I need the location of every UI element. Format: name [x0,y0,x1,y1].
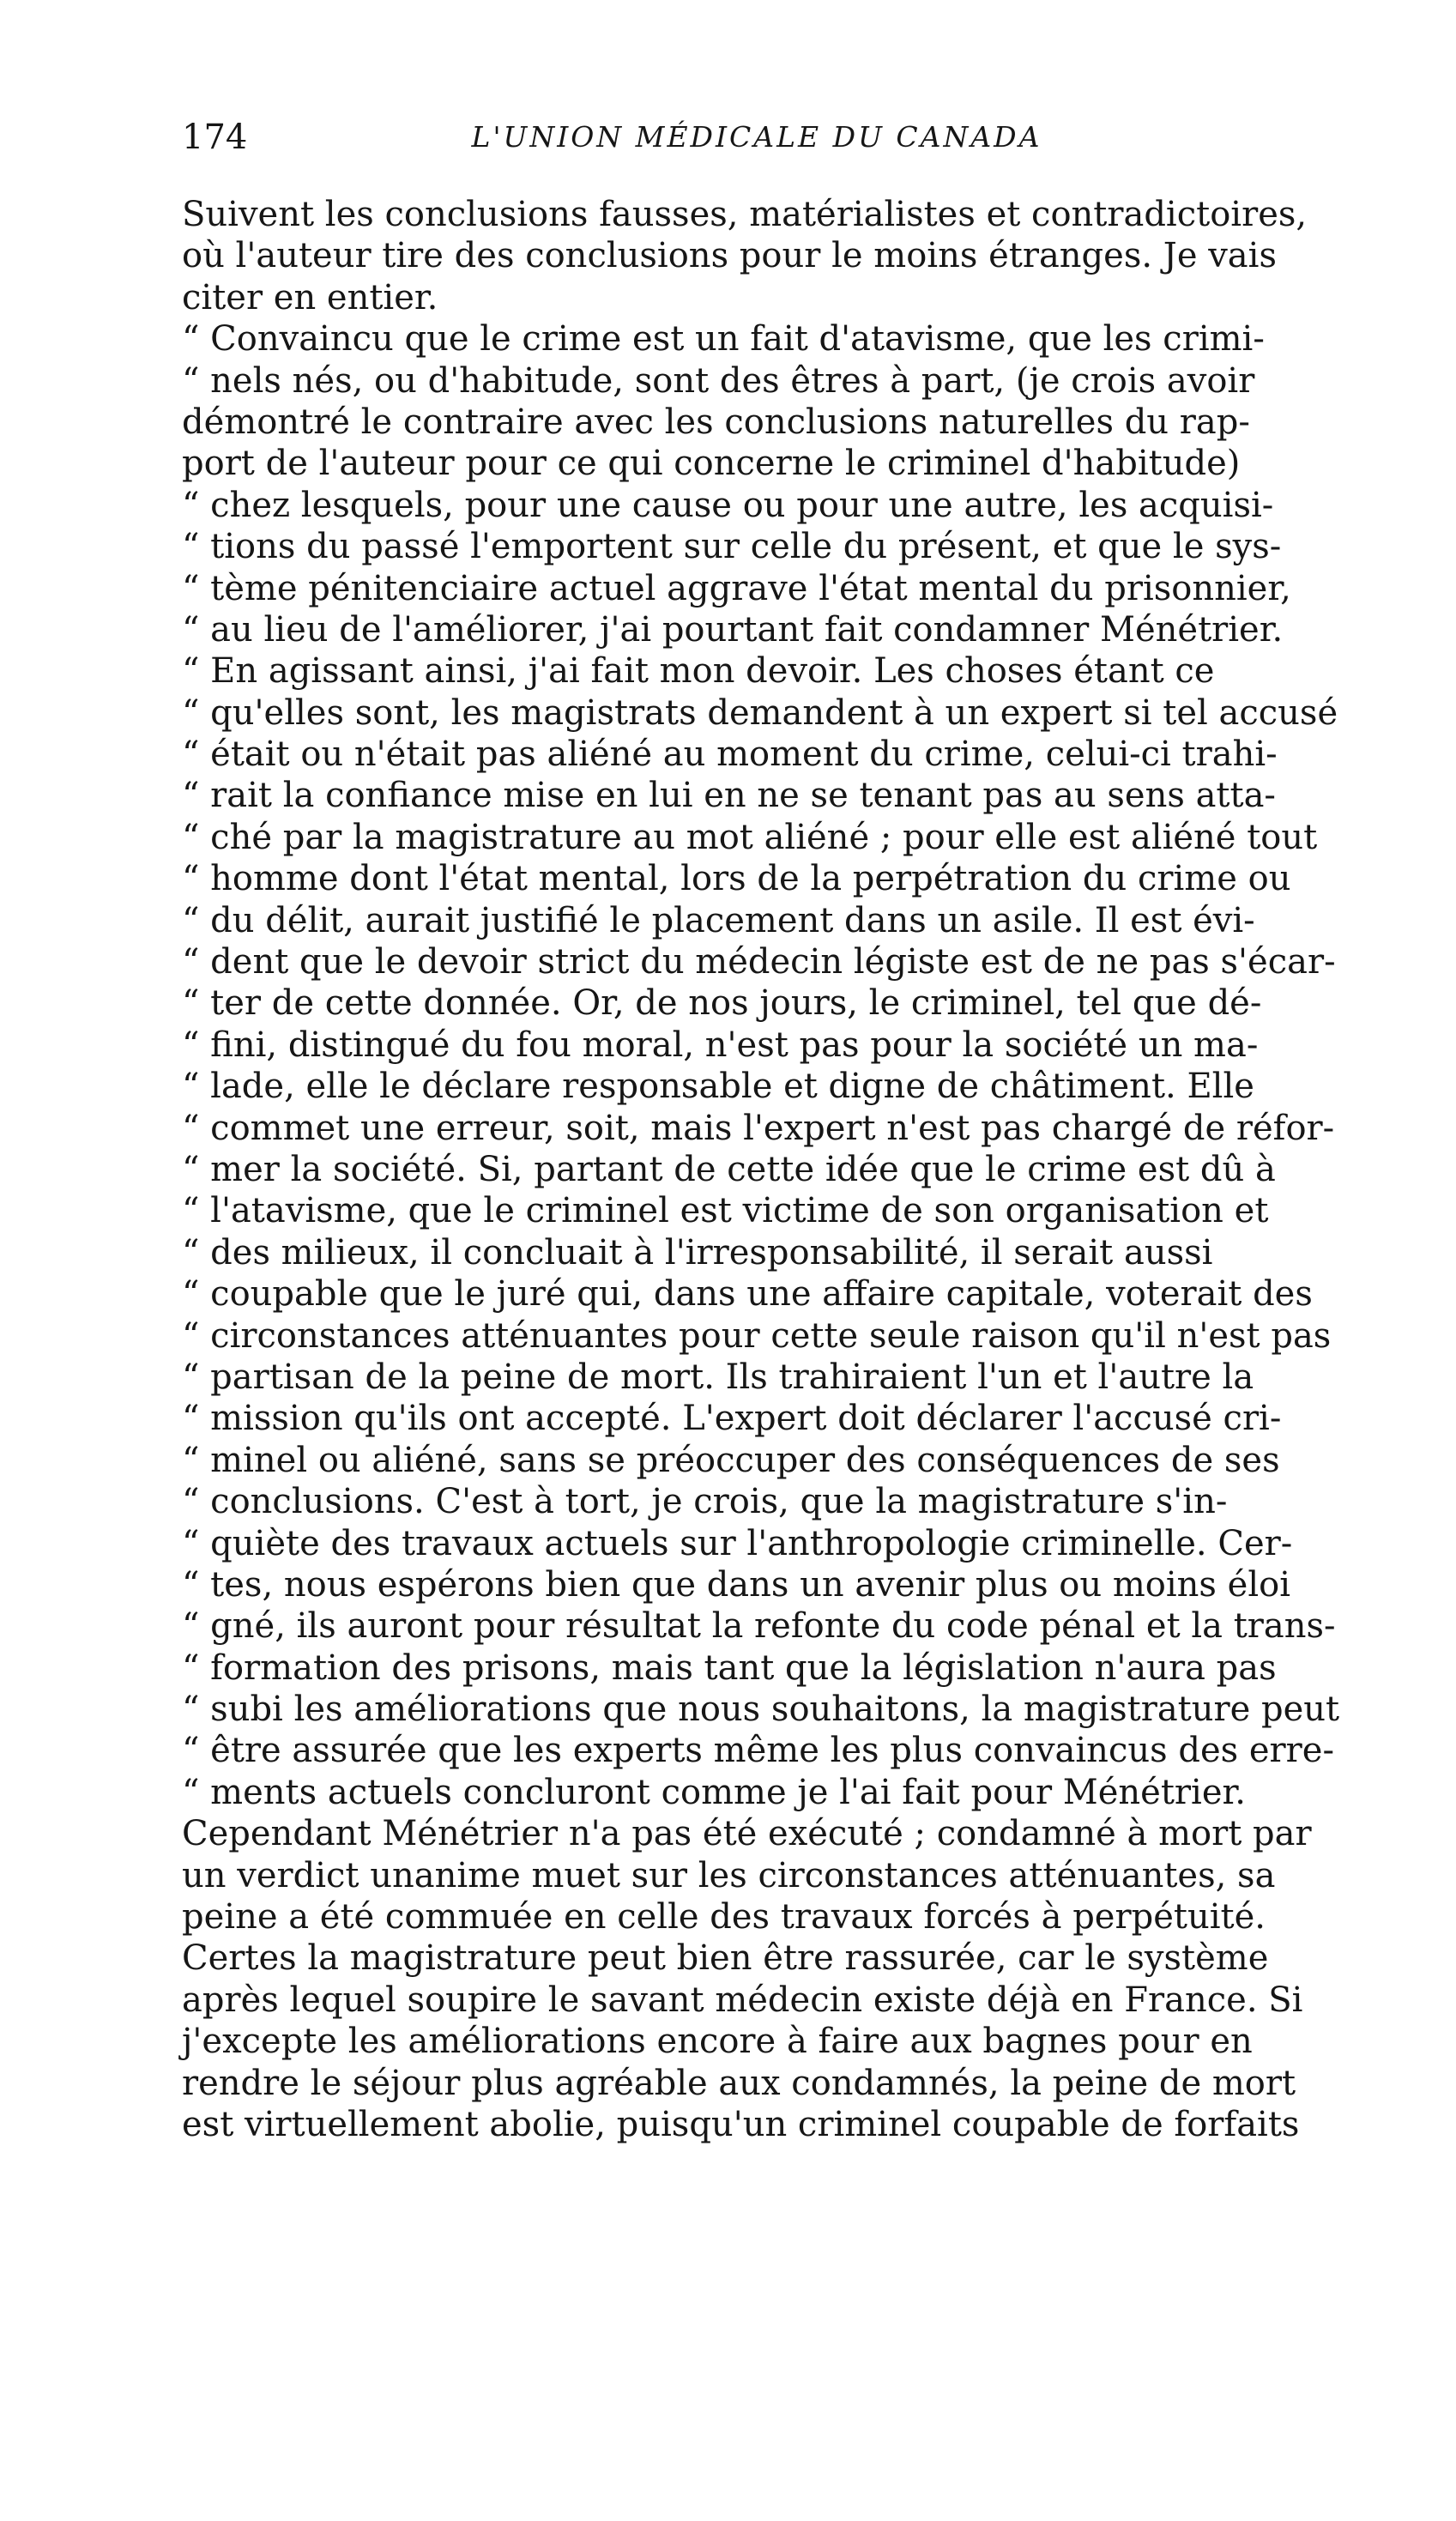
text-line: “ Convaincu que le crime est un fait d'atavisme, que les crimi- [182,319,1265,360]
text-line: “ quiète des travaux actuels sur l'anthropologie criminelle. Cer- [182,1523,1293,1563]
text-line: “ nels nés, ou d'habitude, sont des êtres à part, (je crois avoir [182,360,1255,401]
text-line: “ formation des prisons, mais tant que la législation n'aura pas [182,1647,1277,1688]
text-line: “ chez lesquels, pour une cause ou pour une autre, les acquisi- [182,485,1274,525]
text-line: après lequel soupire le savant médecin existe déjà en France. Si [182,1980,1303,2020]
text-line: port de l'auteur pour ce qui concerne le criminel d'habitude) [182,444,1241,484]
text-line: “ des milieux, il concluait à l'irresponsabilité, il serait aussi [182,1232,1213,1273]
text-line: citer en entier. [182,277,438,317]
text-line: “ circonstances atténuantes pour cette seule raison qu'il n'est pas [182,1315,1332,1356]
text-line: Cependant Ménétrier n'a pas été exécuté ; condamné à mort par [182,1814,1312,1854]
page-header [182,112,1332,163]
text-line: rendre le séjour plus agréable aux condamnés, la peine de mort [182,2063,1296,2103]
text-line: peine a été commuée en celle des travaux forcés à perpétuité. [182,1897,1266,1938]
text-line: “ conclusions. C'est à tort, je crois, que la magistrature s'in- [182,1482,1228,1522]
text-line: démontré le contraire avec les conclusions naturelles du rap- [182,402,1250,442]
text-line: “ dent que le devoir strict du médecin légiste est de ne pas s'écar- [182,942,1336,982]
text-line: “ homme dont l'état mental, lors de la perpétration du crime ou [182,859,1291,899]
running-title: L'UNION MÉDICALE DU CANADA [471,120,1042,154]
text-line: “ mer la société. Si, partant de cette idée que le crime est dû à [182,1149,1276,1189]
text-line: “ fini, distingué du fou moral, n'est pas pour la société un ma- [182,1025,1259,1065]
text-line: un verdict unanime muet sur les circonstances atténuantes, sa [182,1855,1276,1895]
page-number: 174 [182,118,248,157]
text-line: “ gné, ils auront pour résultat la refonte du code pénal et la trans- [182,1606,1336,1647]
text-line: “ minel ou aliéné, sans se préoccuper des conséquences de ses [182,1440,1280,1480]
text-line: “ tème pénitenciaire actuel aggrave l'état mental du prisonnier, [182,568,1291,608]
text-line: “ partisan de la peine de mort. Ils trahiraient l'un et l'autre la [182,1357,1254,1397]
text-line: “ l'atavisme, que le criminel est victime de son organisation et [182,1191,1269,1231]
text-line: “ subi les améliorations que nous souhaitons, la magistrature peut [182,1690,1340,1730]
text-line: “ commet une erreur, soit, mais l'expert n'est pas chargé de réfor- [182,1108,1335,1148]
text-line: “ lade, elle le déclare responsable et digne de châtiment. Elle [182,1067,1254,1107]
text-line: “ qu'elles sont, les magistrats demandent à un expert si tel accusé [182,692,1338,733]
text-line: Suivent les conclusions fausses, matérialistes et contradictoires, [182,195,1308,234]
text-line: “ ché par la magistrature au mot aliéné ; pour elle est aliéné tout [182,817,1318,857]
text-line: “ du délit, aurait justifié le placement dans un asile. Il est évi- [182,900,1255,940]
text-line: “ mission qu'ils ont accepté. L'expert doit déclarer l'accusé cri- [182,1399,1282,1439]
text-line: “ En agissant ainsi, j'ai fait mon devoir. Les choses étant ce [182,651,1215,692]
text-line: j'excepte les améliorations encore à faire aux bagnes pour en [182,2022,1253,2062]
text-line: “ ments actuels concluront comme je l'ai fait pour Ménétrier. [182,1772,1246,1812]
text-line: “ être assurée que les experts même les plus convaincus des erre- [182,1731,1334,1771]
text-line: “ tions du passé l'emportent sur celle du présent, et que le sys- [182,527,1282,567]
text-line: Certes la magistrature peut bien être rassurée, car le système [182,1938,1269,1979]
text-line: “ ter de cette donnée. Or, de nos jours, le criminel, tel que dé- [182,983,1262,1024]
text-line: est virtuellement abolie, puisqu'un criminel coupable de forfaits [182,2104,1300,2144]
text-line: “ tes, nous espérons bien que dans un avenir plus ou moins éloi [182,1564,1291,1605]
text-line: “ coupable que le juré qui, dans une affaire capitale, voterait des [182,1274,1313,1315]
text-line: où l'auteur tire des conclusions pour le moins étranges. Je vais [182,236,1277,276]
text-line: “ au lieu de l'améliorer, j'ai pourtant fait condamner Ménétrier. [182,609,1284,650]
text-line: “ était ou n'était pas aliéné au moment du crime, celui-ci trahi- [182,735,1278,775]
body-text [182,194,1383,2145]
text-line: “ rait la confiance mise en lui en ne se tenant pas au sens atta- [182,776,1276,816]
